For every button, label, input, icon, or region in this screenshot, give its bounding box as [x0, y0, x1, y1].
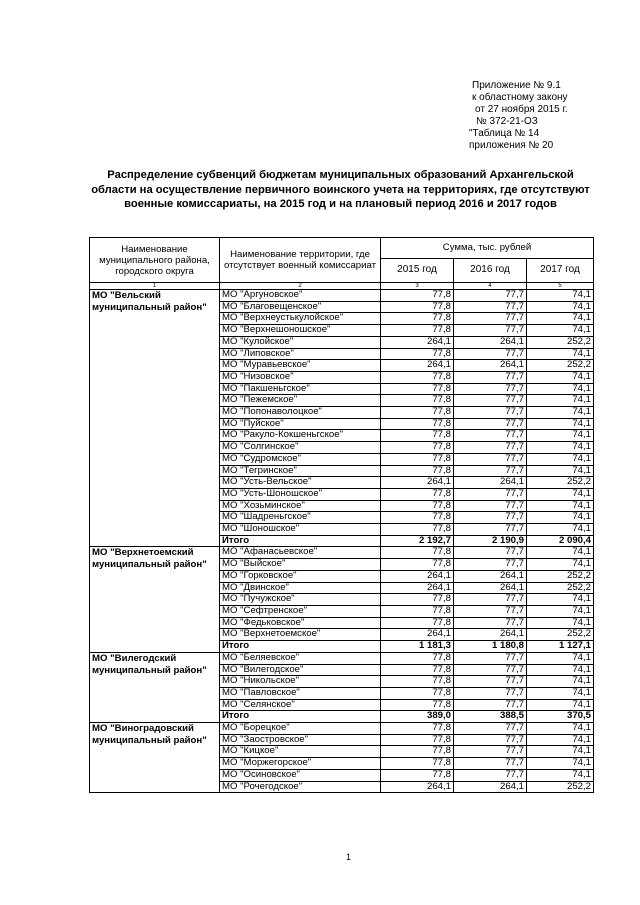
amount-2017: 74,1 [527, 524, 594, 536]
amount-2016: 77,7 [454, 383, 527, 395]
municipal-district-name: МО "Верхнетоемский муниципальный район" [90, 547, 220, 652]
amount-2016: 77,7 [454, 746, 527, 758]
annex-line-2: к областному закону [472, 92, 568, 103]
amount-2016: 77,7 [454, 524, 527, 536]
amount-2015: 264,1 [381, 477, 454, 489]
amount-2016: 77,7 [454, 488, 527, 500]
amount-2017: 74,1 [527, 617, 594, 629]
amount-2016: 264,1 [454, 781, 527, 793]
amount-2017: 74,1 [527, 605, 594, 617]
territory-name: МО "Солгинское" [220, 442, 381, 454]
amount-2017: 74,1 [527, 664, 594, 676]
subvention-table [89, 237, 594, 793]
header-sum: Сумма, тыс. рублей [381, 238, 594, 259]
amount-2017: 252,2 [527, 477, 594, 489]
territory-name: МО "Хозьминское" [220, 500, 381, 512]
amount-2016: 264,1 [454, 336, 527, 348]
amount-2015: 77,8 [381, 512, 454, 524]
amount-2017: 74,1 [527, 418, 594, 430]
amount-2016: 264,1 [454, 582, 527, 594]
col-number-1: 1 [90, 283, 220, 290]
col-number-3: 3 [381, 283, 454, 290]
total-2015: 2 192,7 [381, 535, 454, 547]
territory-name: МО "Заостровское" [220, 734, 381, 746]
municipal-district-name: МО "Вилегодский муниципальный район" [90, 652, 220, 722]
total-2016: 2 190,9 [454, 535, 527, 547]
amount-2015: 77,8 [381, 465, 454, 477]
territory-name: МО "Благовещенское" [220, 301, 381, 313]
amount-2015: 77,8 [381, 699, 454, 711]
territory-name: МО "Усть-Вельское" [220, 477, 381, 489]
amount-2016: 77,7 [454, 453, 527, 465]
total-2015: 1 181,3 [381, 641, 454, 653]
amount-2016: 77,7 [454, 559, 527, 571]
amount-2015: 77,8 [381, 453, 454, 465]
amount-2015: 77,8 [381, 605, 454, 617]
amount-2015: 77,8 [381, 383, 454, 395]
amount-2017: 252,2 [527, 360, 594, 372]
amount-2016: 77,7 [454, 512, 527, 524]
table-body [90, 290, 594, 793]
amount-2015: 264,1 [381, 570, 454, 582]
amount-2017: 252,2 [527, 629, 594, 641]
amount-2017: 74,1 [527, 453, 594, 465]
page-number: 1 [346, 852, 352, 862]
amount-2017: 252,2 [527, 570, 594, 582]
amount-2016: 77,7 [454, 325, 527, 337]
territory-name: МО "Беляевское" [220, 652, 381, 664]
table-row [90, 547, 594, 559]
amount-2015: 77,8 [381, 442, 454, 454]
amount-2016: 77,7 [454, 442, 527, 454]
amount-2016: 77,7 [454, 395, 527, 407]
amount-2015: 77,8 [381, 290, 454, 302]
amount-2016: 77,7 [454, 500, 527, 512]
amount-2017: 74,1 [527, 699, 594, 711]
total-label: Итого [220, 711, 381, 723]
amount-2017: 252,2 [527, 582, 594, 594]
amount-2015: 77,8 [381, 418, 454, 430]
amount-2015: 77,8 [381, 500, 454, 512]
municipal-district-name: МО "Виноградовский муниципальный район" [90, 723, 220, 793]
amount-2015: 77,8 [381, 769, 454, 781]
amount-2015: 77,8 [381, 325, 454, 337]
territory-name: МО "Никольское" [220, 676, 381, 688]
table-reference [469, 128, 553, 152]
territory-name: МО "Моржегорское" [220, 758, 381, 770]
amount-2015: 77,8 [381, 395, 454, 407]
amount-2017: 74,1 [527, 594, 594, 606]
table-ref-line-1: "Таблица № 14 [469, 128, 540, 139]
amount-2016: 77,7 [454, 605, 527, 617]
amount-2017: 252,2 [527, 336, 594, 348]
amount-2015: 264,1 [381, 781, 454, 793]
table-row [90, 723, 594, 735]
total-2016: 388,5 [454, 711, 527, 723]
territory-name: МО "Афанасьевское" [220, 547, 381, 559]
amount-2017: 74,1 [527, 676, 594, 688]
amount-2017: 74,1 [527, 559, 594, 571]
amount-2015: 77,8 [381, 617, 454, 629]
amount-2017: 74,1 [527, 325, 594, 337]
territory-name: МО "Пежемское" [220, 395, 381, 407]
territory-name: МО "Сефтренское" [220, 605, 381, 617]
territory-name: МО "Рочегодское" [220, 781, 381, 793]
territory-name: МО "Осиновское" [220, 769, 381, 781]
amount-2015: 264,1 [381, 629, 454, 641]
territory-name: МО "Выйское" [220, 559, 381, 571]
amount-2017: 74,1 [527, 687, 594, 699]
amount-2016: 77,7 [454, 699, 527, 711]
territory-name: МО "Усть-Шоношское" [220, 488, 381, 500]
amount-2016: 77,7 [454, 734, 527, 746]
annex-line-1: Приложение № 9.1 [472, 80, 561, 91]
amount-2015: 77,8 [381, 734, 454, 746]
amount-2017: 74,1 [527, 512, 594, 524]
annex-reference [472, 80, 568, 128]
table-row [90, 652, 594, 664]
territory-name: МО "Ракуло-Кокшеньгское" [220, 430, 381, 442]
amount-2017: 74,1 [527, 500, 594, 512]
amount-2017: 252,2 [527, 781, 594, 793]
total-2017: 2 090,4 [527, 535, 594, 547]
total-2016: 1 180,8 [454, 641, 527, 653]
amount-2017: 74,1 [527, 371, 594, 383]
amount-2016: 77,7 [454, 407, 527, 419]
total-2017: 1 127,1 [527, 641, 594, 653]
amount-2017: 74,1 [527, 442, 594, 454]
amount-2016: 77,7 [454, 652, 527, 664]
amount-2017: 74,1 [527, 301, 594, 313]
territory-name: МО "Аргуновское" [220, 290, 381, 302]
amount-2015: 77,8 [381, 430, 454, 442]
amount-2017: 74,1 [527, 313, 594, 325]
annex-line-3: от 27 ноября 2015 г. [475, 104, 568, 115]
amount-2015: 77,8 [381, 676, 454, 688]
amount-2017: 74,1 [527, 652, 594, 664]
amount-2016: 264,1 [454, 477, 527, 489]
header-2015: 2015 год [381, 259, 454, 283]
amount-2016: 77,7 [454, 723, 527, 735]
total-2017: 370,5 [527, 711, 594, 723]
amount-2016: 77,7 [454, 758, 527, 770]
amount-2016: 77,7 [454, 348, 527, 360]
territory-name: МО "Верхнеустькулойское" [220, 313, 381, 325]
amount-2016: 77,7 [454, 418, 527, 430]
territory-name: МО "Шоношское" [220, 524, 381, 536]
territory-name: МО "Липовское" [220, 348, 381, 360]
amount-2015: 77,8 [381, 652, 454, 664]
amount-2016: 77,7 [454, 547, 527, 559]
amount-2017: 74,1 [527, 758, 594, 770]
amount-2015: 264,1 [381, 360, 454, 372]
territory-name: МО "Пучужское" [220, 594, 381, 606]
col-number-5: 5 [527, 283, 594, 290]
amount-2016: 77,7 [454, 687, 527, 699]
amount-2015: 77,8 [381, 524, 454, 536]
territory-name: МО "Пакшеньгское" [220, 383, 381, 395]
column-number-row [90, 283, 594, 290]
territory-name: МО "Горковское" [220, 570, 381, 582]
amount-2015: 77,8 [381, 723, 454, 735]
territory-name: МО "Верхнешоношское" [220, 325, 381, 337]
territory-name: МО "Тегринское" [220, 465, 381, 477]
amount-2016: 77,7 [454, 465, 527, 477]
amount-2015: 77,8 [381, 407, 454, 419]
annex-line-4: № 372-21-ОЗ [476, 116, 538, 127]
territory-name: МО "Кицкое" [220, 746, 381, 758]
territory-name: МО "Селянское" [220, 699, 381, 711]
territory-name: МО "Низовское" [220, 371, 381, 383]
amount-2016: 77,7 [454, 664, 527, 676]
header-2017: 2017 год [527, 259, 594, 283]
amount-2016: 77,7 [454, 430, 527, 442]
amount-2015: 77,8 [381, 687, 454, 699]
territory-name: МО "Верхнетоемское" [220, 629, 381, 641]
amount-2015: 77,8 [381, 664, 454, 676]
amount-2016: 77,7 [454, 676, 527, 688]
table-row [90, 290, 594, 302]
amount-2016: 77,7 [454, 371, 527, 383]
amount-2017: 74,1 [527, 290, 594, 302]
amount-2015: 77,8 [381, 301, 454, 313]
col-number-4: 4 [454, 283, 527, 290]
amount-2015: 77,8 [381, 746, 454, 758]
amount-2016: 77,7 [454, 594, 527, 606]
amount-2017: 74,1 [527, 723, 594, 735]
amount-2017: 74,1 [527, 769, 594, 781]
amount-2017: 74,1 [527, 395, 594, 407]
amount-2015: 77,8 [381, 313, 454, 325]
amount-2015: 77,8 [381, 758, 454, 770]
amount-2015: 77,8 [381, 371, 454, 383]
amount-2015: 77,8 [381, 488, 454, 500]
territory-name: МО "Кулойское" [220, 336, 381, 348]
amount-2015: 264,1 [381, 582, 454, 594]
territory-name: МО "Вилегодское" [220, 664, 381, 676]
municipal-district-name: МО "Вельский муниципальный район" [90, 290, 220, 547]
header-territory: Наименование территории, где отсутствует военный комиссариат [220, 238, 381, 283]
amount-2016: 264,1 [454, 570, 527, 582]
territory-name: МО "Павловское" [220, 687, 381, 699]
territory-name: МО "Попонаволоцкое" [220, 407, 381, 419]
total-label: Итого [220, 535, 381, 547]
amount-2016: 77,7 [454, 769, 527, 781]
amount-2017: 74,1 [527, 348, 594, 360]
amount-2017: 74,1 [527, 465, 594, 477]
amount-2017: 74,1 [527, 430, 594, 442]
amount-2016: 264,1 [454, 629, 527, 641]
amount-2017: 74,1 [527, 746, 594, 758]
document-title: Распределение субвенций бюджетам муниципальных образований Архангельской области на осуществление первичного воинского учета на территориях, где отсутствуют военные комиссариаты, на 2015 год и на плановый период 2016 и 2017 годов [91, 169, 590, 210]
amount-2016: 264,1 [454, 360, 527, 372]
total-label: Итого [220, 641, 381, 653]
header-municipal-district: Наименование муниципального района, городского округа [90, 238, 220, 283]
amount-2015: 77,8 [381, 559, 454, 571]
total-2015: 389,0 [381, 711, 454, 723]
territory-name: МО "Судромское" [220, 453, 381, 465]
amount-2015: 77,8 [381, 594, 454, 606]
amount-2015: 77,8 [381, 547, 454, 559]
territory-name: МО "Двинское" [220, 582, 381, 594]
territory-name: МО "Пуйское" [220, 418, 381, 430]
amount-2017: 74,1 [527, 547, 594, 559]
table-ref-line-2: приложения № 20 [469, 140, 554, 151]
amount-2017: 74,1 [527, 734, 594, 746]
territory-name: МО "Борецкое" [220, 723, 381, 735]
amount-2016: 77,7 [454, 290, 527, 302]
amount-2015: 77,8 [381, 348, 454, 360]
amount-2017: 74,1 [527, 407, 594, 419]
amount-2016: 77,7 [454, 301, 527, 313]
amount-2016: 77,7 [454, 313, 527, 325]
amount-2015: 264,1 [381, 336, 454, 348]
territory-name: МО "Федьковское" [220, 617, 381, 629]
amount-2016: 77,7 [454, 617, 527, 629]
amount-2017: 74,1 [527, 488, 594, 500]
header-2016: 2016 год [454, 259, 527, 283]
amount-2017: 74,1 [527, 383, 594, 395]
territory-name: МО "Муравьевское" [220, 360, 381, 372]
table-header [90, 238, 594, 290]
territory-name: МО "Шадреньгское" [220, 512, 381, 524]
col-number-2: 2 [220, 283, 381, 290]
